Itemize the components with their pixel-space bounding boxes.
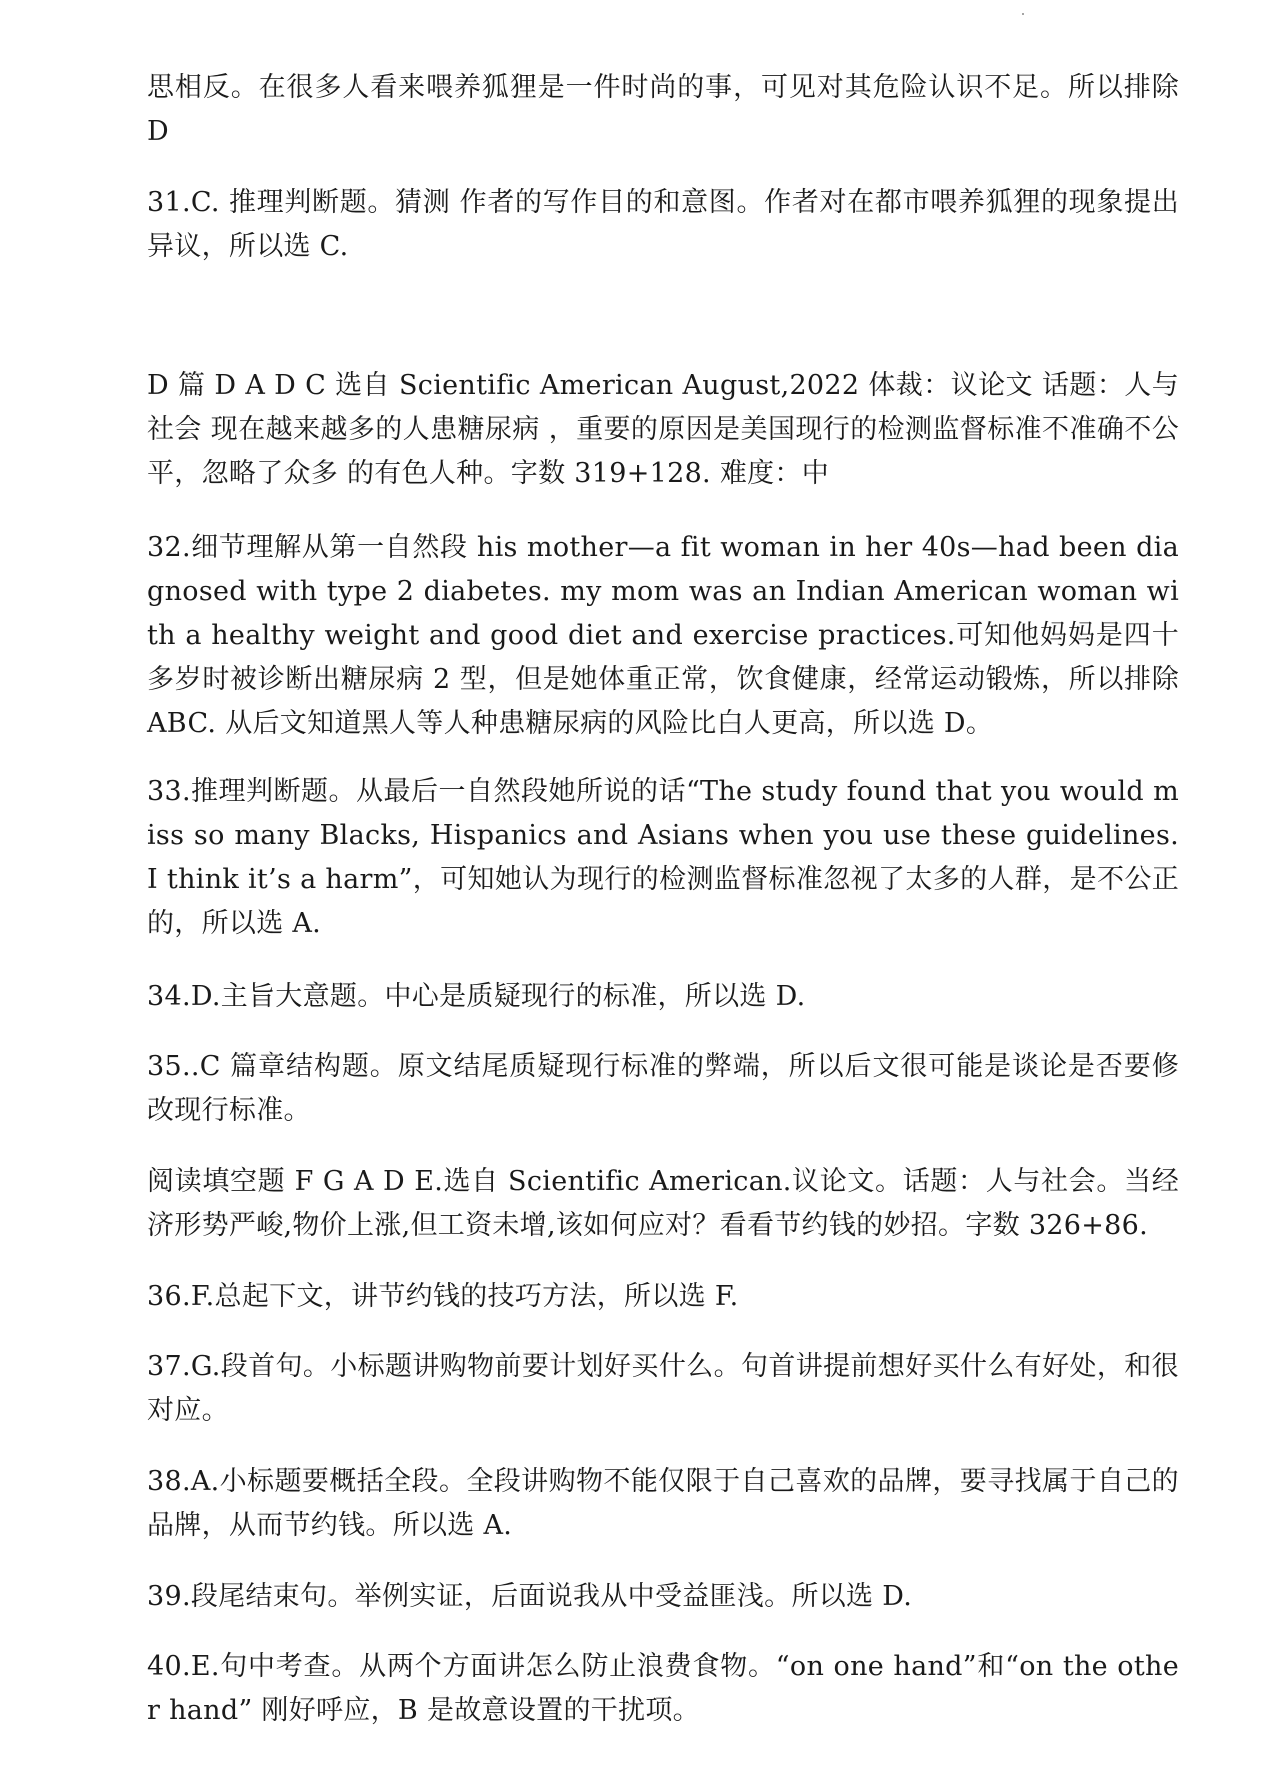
scan-speck (1022, 13, 1024, 15)
answer-35: 35..C 篇章结构题。原文结尾质疑现行标准的弊端，所以后文很可能是谈论是否要修改现行标准。 (147, 1051, 1179, 1126)
answer-32: 32.细节理解从第一自然段 his mother—a fit woman in her 40s—had been diagnosed with type 2 diabetes. my mom was an Indian American woman with a healthy weight and good diet and exercise practices.可知他妈妈是四十多岁时被诊断出糖尿病 2 型，但是她体重正常，饮食健康，经常运动锻炼，所以排除 ABC. 从后文知道黑人等人种患糖尿病的风险比白人更高，所以选 D。 (147, 532, 1179, 739)
answer-39: 39.段尾结束句。举例实证，后面说我从中受益匪浅。所以选 D. (147, 1581, 913, 1612)
answer-31: 31.C. 推理判断题。猜测 作者的写作目的和意图。作者对在都市喂养狐狸的现象提出异议，所以选 C. (147, 187, 1179, 262)
paragraph-continuation: 思相反。在很多人看来喂养狐狸是一件时尚的事，可见对其危险认识不足。所以排除 D (147, 72, 1179, 147)
answer-33: 33.推理判断题。从最后一自然段她所说的话“The study found that you would miss so many Blacks, Hispanics and Asians when you use these guidelines. I think it’s a harm”，可知她认为现行的检测监督标准忽视了太多的人群，是不公正的，所以选 A. (147, 776, 1179, 939)
answer-38: 38.A.小标题要概括全段。全段讲购物不能仅限于自己喜欢的品牌，要寻找属于自己的品牌，从而节约钱。所以选 A. (147, 1466, 1179, 1541)
passage-d-intro: D 篇 D A D C 选自 Scientific American August,2022 体裁：议论文 话题：人与社会 现在越来越多的人患糖尿病 ，重要的原因是美国现行的检测监督标准不准确不公平，忽略了众多 的有色人种。字数 319+128. 难度：中 (147, 370, 1179, 489)
answer-36: 36.F.总起下文，讲节约钱的技巧方法，所以选 F. (147, 1281, 739, 1312)
answer-40: 40.E.句中考查。从两个方面讲怎么防止浪费食物。“on one hand”和“on the other hand” 刚好呼应，B 是故意设置的干扰项。 (147, 1651, 1179, 1726)
answer-34: 34.D.主旨大意题。中心是质疑现行的标准，所以选 D. (147, 981, 806, 1012)
reading-fill-intro: 阅读填空题 F G A D E.选自 Scientific American.议论文。话题：人与社会。当经济形势严峻,物价上涨,但工资未增,该如何应对？看看节约钱的妙招。字数 326+86. (147, 1166, 1179, 1241)
answer-37: 37.G.段首句。小标题讲购物前要计划好买什么。句首讲提前想好买什么有好处，和很对应。 (147, 1351, 1179, 1426)
